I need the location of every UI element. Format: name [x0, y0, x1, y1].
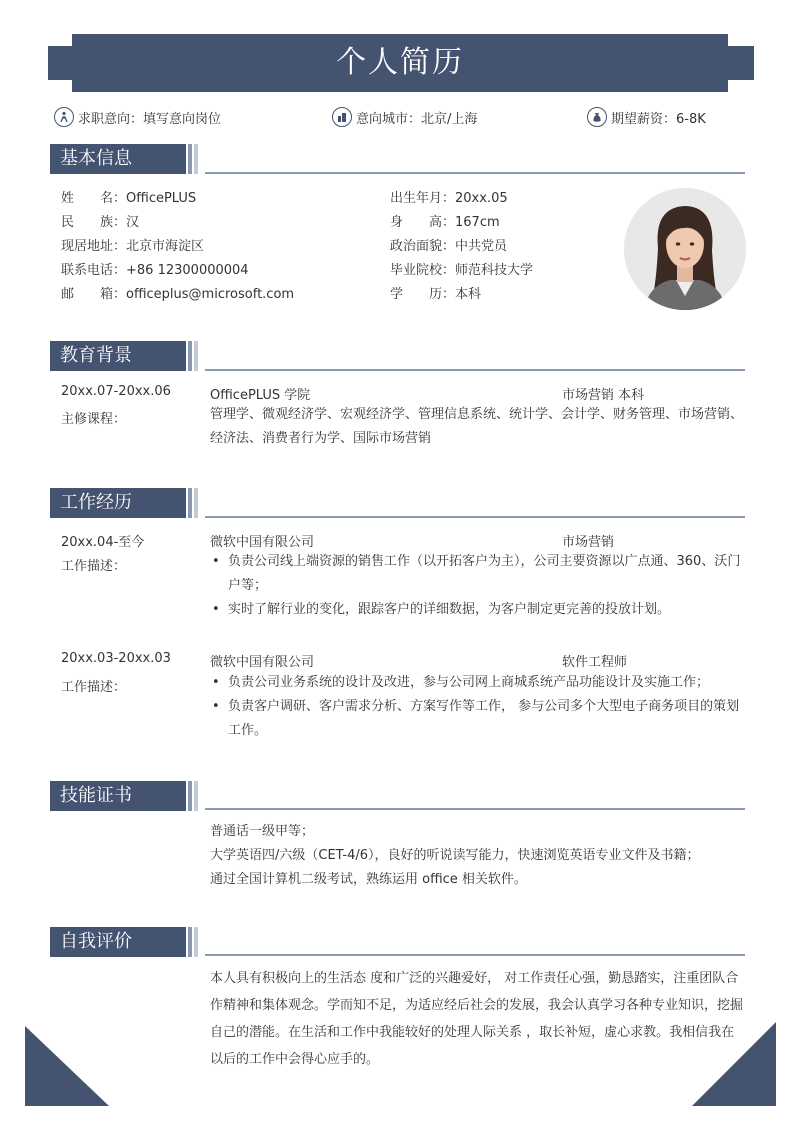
- job-desc-label: 工作描述：: [61, 559, 127, 574]
- job-period: 20xx.03-20xx.03: [61, 651, 171, 666]
- info-birth: 出生年月：20xx.05: [390, 191, 508, 206]
- list-item: • 负责客户调研、客户需求分析、方案写作等工作， 参与公司多个大型电子商务项目的策划工作。: [210, 695, 745, 743]
- section-title: 基本信息: [50, 144, 186, 174]
- corner-triangle-left: [25, 1026, 109, 1106]
- info-political: 政治面貌：中共党员: [390, 239, 508, 254]
- info-email: 邮 箱：officeplus@microsoft.com: [61, 287, 295, 302]
- section-divider: [205, 172, 745, 174]
- job-desc-list: [210, 550, 745, 622]
- edu-courses: 管理学、微观经济学、宏观经济学、管理信息系统、统计学、会计学、财务管理、市场营销、经济法、消费者行为学、国际市场营销: [210, 407, 744, 446]
- list-item: • 负责公司业务系统的设计及改进，参与公司网上商城系统产品功能设计及实施工作；: [210, 671, 745, 695]
- list-item: 普通话一级甲等；: [210, 824, 315, 839]
- section-divider: [205, 954, 745, 956]
- job-desc-list: [210, 671, 745, 743]
- intent-salary-label: 期望薪资：6-8K: [611, 111, 706, 127]
- section-title: 工作经历: [50, 488, 186, 518]
- city-icon: [332, 107, 352, 127]
- list-item: • 负责公司线上端资源的销售工作（以开拓客户为主），公司主要资源以广点通、360、沃门户等；: [210, 550, 745, 598]
- job-desc-label: 工作描述：: [61, 680, 127, 695]
- avatar: [624, 188, 746, 310]
- edu-period: 20xx.07-20xx.06: [61, 384, 171, 399]
- info-degree: 学 历：本科: [390, 287, 482, 302]
- info-name: 姓 名：OfficePLUS: [61, 191, 197, 206]
- section-divider: [205, 516, 745, 518]
- info-height: 身 高：167cm: [390, 215, 500, 230]
- intent-position: [54, 106, 221, 128]
- section-title: 自我评价: [50, 927, 186, 957]
- section-title: 教育背景: [50, 341, 186, 371]
- job-period: 20xx.04-至今: [61, 535, 145, 550]
- money-bag-icon: [587, 107, 607, 127]
- intent-salary: [587, 106, 706, 128]
- job-company: 微软中国有限公司: [210, 535, 315, 550]
- section-divider: [205, 369, 745, 371]
- skills-list: [210, 820, 745, 892]
- edu-school: OfficePLUS 学院: [210, 388, 311, 403]
- job-role: 市场营销: [562, 535, 615, 550]
- banner-wing-right: [724, 46, 754, 80]
- info-ethnicity: 民 族：汉: [61, 215, 140, 230]
- list-item: 大学英语四/六级（CET-4/6），良好的听说读写能力，快速浏览英语专业文件及书籍；: [210, 848, 700, 863]
- list-item: 通过全国计算机二级考试，熟练运用 office 相关软件。: [210, 872, 527, 887]
- job-role: 软件工程师: [562, 655, 628, 670]
- section-divider: [205, 808, 745, 810]
- job-company: 微软中国有限公司: [210, 655, 315, 670]
- person-icon: [54, 107, 74, 127]
- intent-city-label: 意向城市：北京/上海: [356, 111, 478, 127]
- page-title: 个人简历: [336, 45, 464, 80]
- edu-major: 市场营销 本科: [562, 388, 645, 403]
- info-address: 现居地址：北京市海淀区: [61, 239, 205, 254]
- intent-position-label: 求职意向：填写意向岗位: [78, 111, 222, 127]
- section-title: 技能证书: [50, 781, 186, 811]
- info-school: 毕业院校：师范科技大学: [390, 263, 534, 278]
- corner-triangle-right: [692, 1022, 776, 1106]
- info-phone: 联系电话：+86 12300000004: [61, 263, 249, 278]
- intent-city: [332, 106, 477, 128]
- edu-courses-label: 主修课程：: [61, 412, 127, 427]
- list-item: • 实时了解行业的变化，跟踪客户的详细数据，为客户制定更完善的投放计划。: [210, 598, 745, 622]
- self-evaluation: 本人具有积极向上的生活态 度和广泛的兴趣爱好， 对工作责任心强，勤恳踏实，注重团队合作精神和集体观念。学而知不足，为适应经后社会的发展，我会认真学习各种专业知识，挖掘自己的潜能。在生活和工作中我能较好的处理人际关系 ，取长补短，虚心求教。我相信我在以后的工作中会得心应手的。: [210, 971, 744, 1067]
